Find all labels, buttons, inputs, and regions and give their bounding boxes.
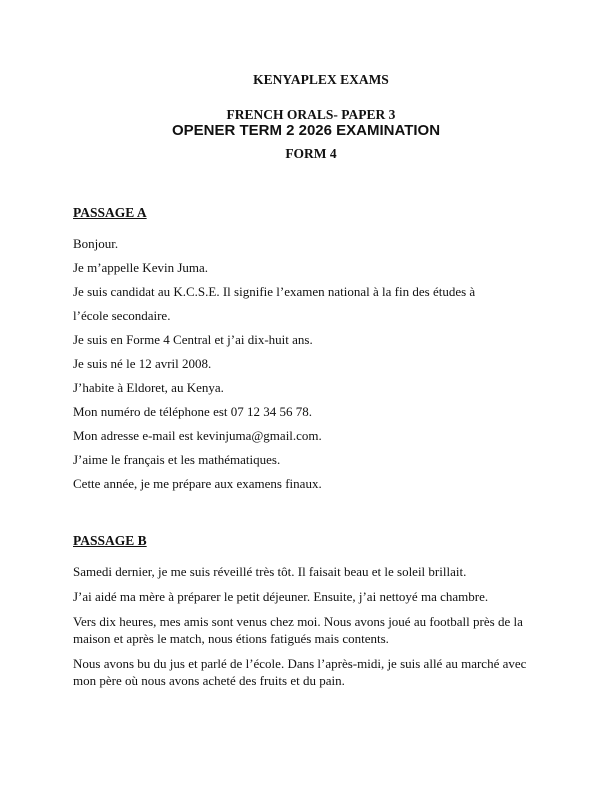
passage-a-line: Cette année, je me prépare aux examens finaux.: [73, 476, 322, 491]
passage-a-line: Je suis en Forme 4 Central et j’ai dix-huit ans.: [73, 332, 313, 347]
passage-a-line: Je suis né le 12 avril 2008.: [73, 356, 212, 371]
passage-b-paragraph: J’ai aidé ma mère à préparer le petit déjeuner. Ensuite, j’ai nettoyé ma chambre.: [73, 589, 489, 604]
passage-a-line: Je m’appelle Kevin Juma.: [73, 260, 209, 275]
passage-a-line: Mon adresse e-mail est kevinjuma@gmail.com.: [73, 428, 322, 443]
passage-a-line: J’habite à Eldoret, au Kenya.: [73, 380, 224, 395]
passage-a-line: J’aime le français et les mathématiques.: [73, 452, 281, 467]
paper-heading: FRENCH ORALS- PAPER 3: [226, 107, 396, 122]
exam-board-heading: KENYAPLEX EXAMS: [253, 72, 389, 87]
exam-title: OPENER TERM 2 2026 EXAMINATION: [171, 122, 441, 139]
passage-b-title: PASSAGE B: [73, 533, 147, 548]
passage-a-line: Je suis candidat au K.C.S.E. Il signifie l’examen national à la fin des études à: [73, 284, 476, 299]
passage-b-paragraph: Samedi dernier, je me suis réveillé très tôt. Il faisait beau et le soleil brillait.: [73, 564, 467, 579]
form-heading: FORM 4: [285, 146, 337, 161]
passage-a-line: Bonjour.: [73, 236, 119, 251]
passage-a-title: PASSAGE A: [73, 205, 147, 220]
passage-a-line: l’école secondaire.: [73, 308, 171, 323]
passage-a-line: Mon numéro de téléphone est 07 12 34 56 78.: [73, 404, 313, 419]
passage-b-paragraph: Nous avons bu du jus et parlé de l’école. Dans l’après-midi, je suis allé au marché avec mon père où nous avons acheté des fruits et du pain.: [73, 656, 527, 688]
passage-b-paragraph: Vers dix heures, mes amis sont venus chez moi. Nous avons joué au football près de la maison et après le match, nous étions fatigués mais contents.: [73, 614, 523, 646]
